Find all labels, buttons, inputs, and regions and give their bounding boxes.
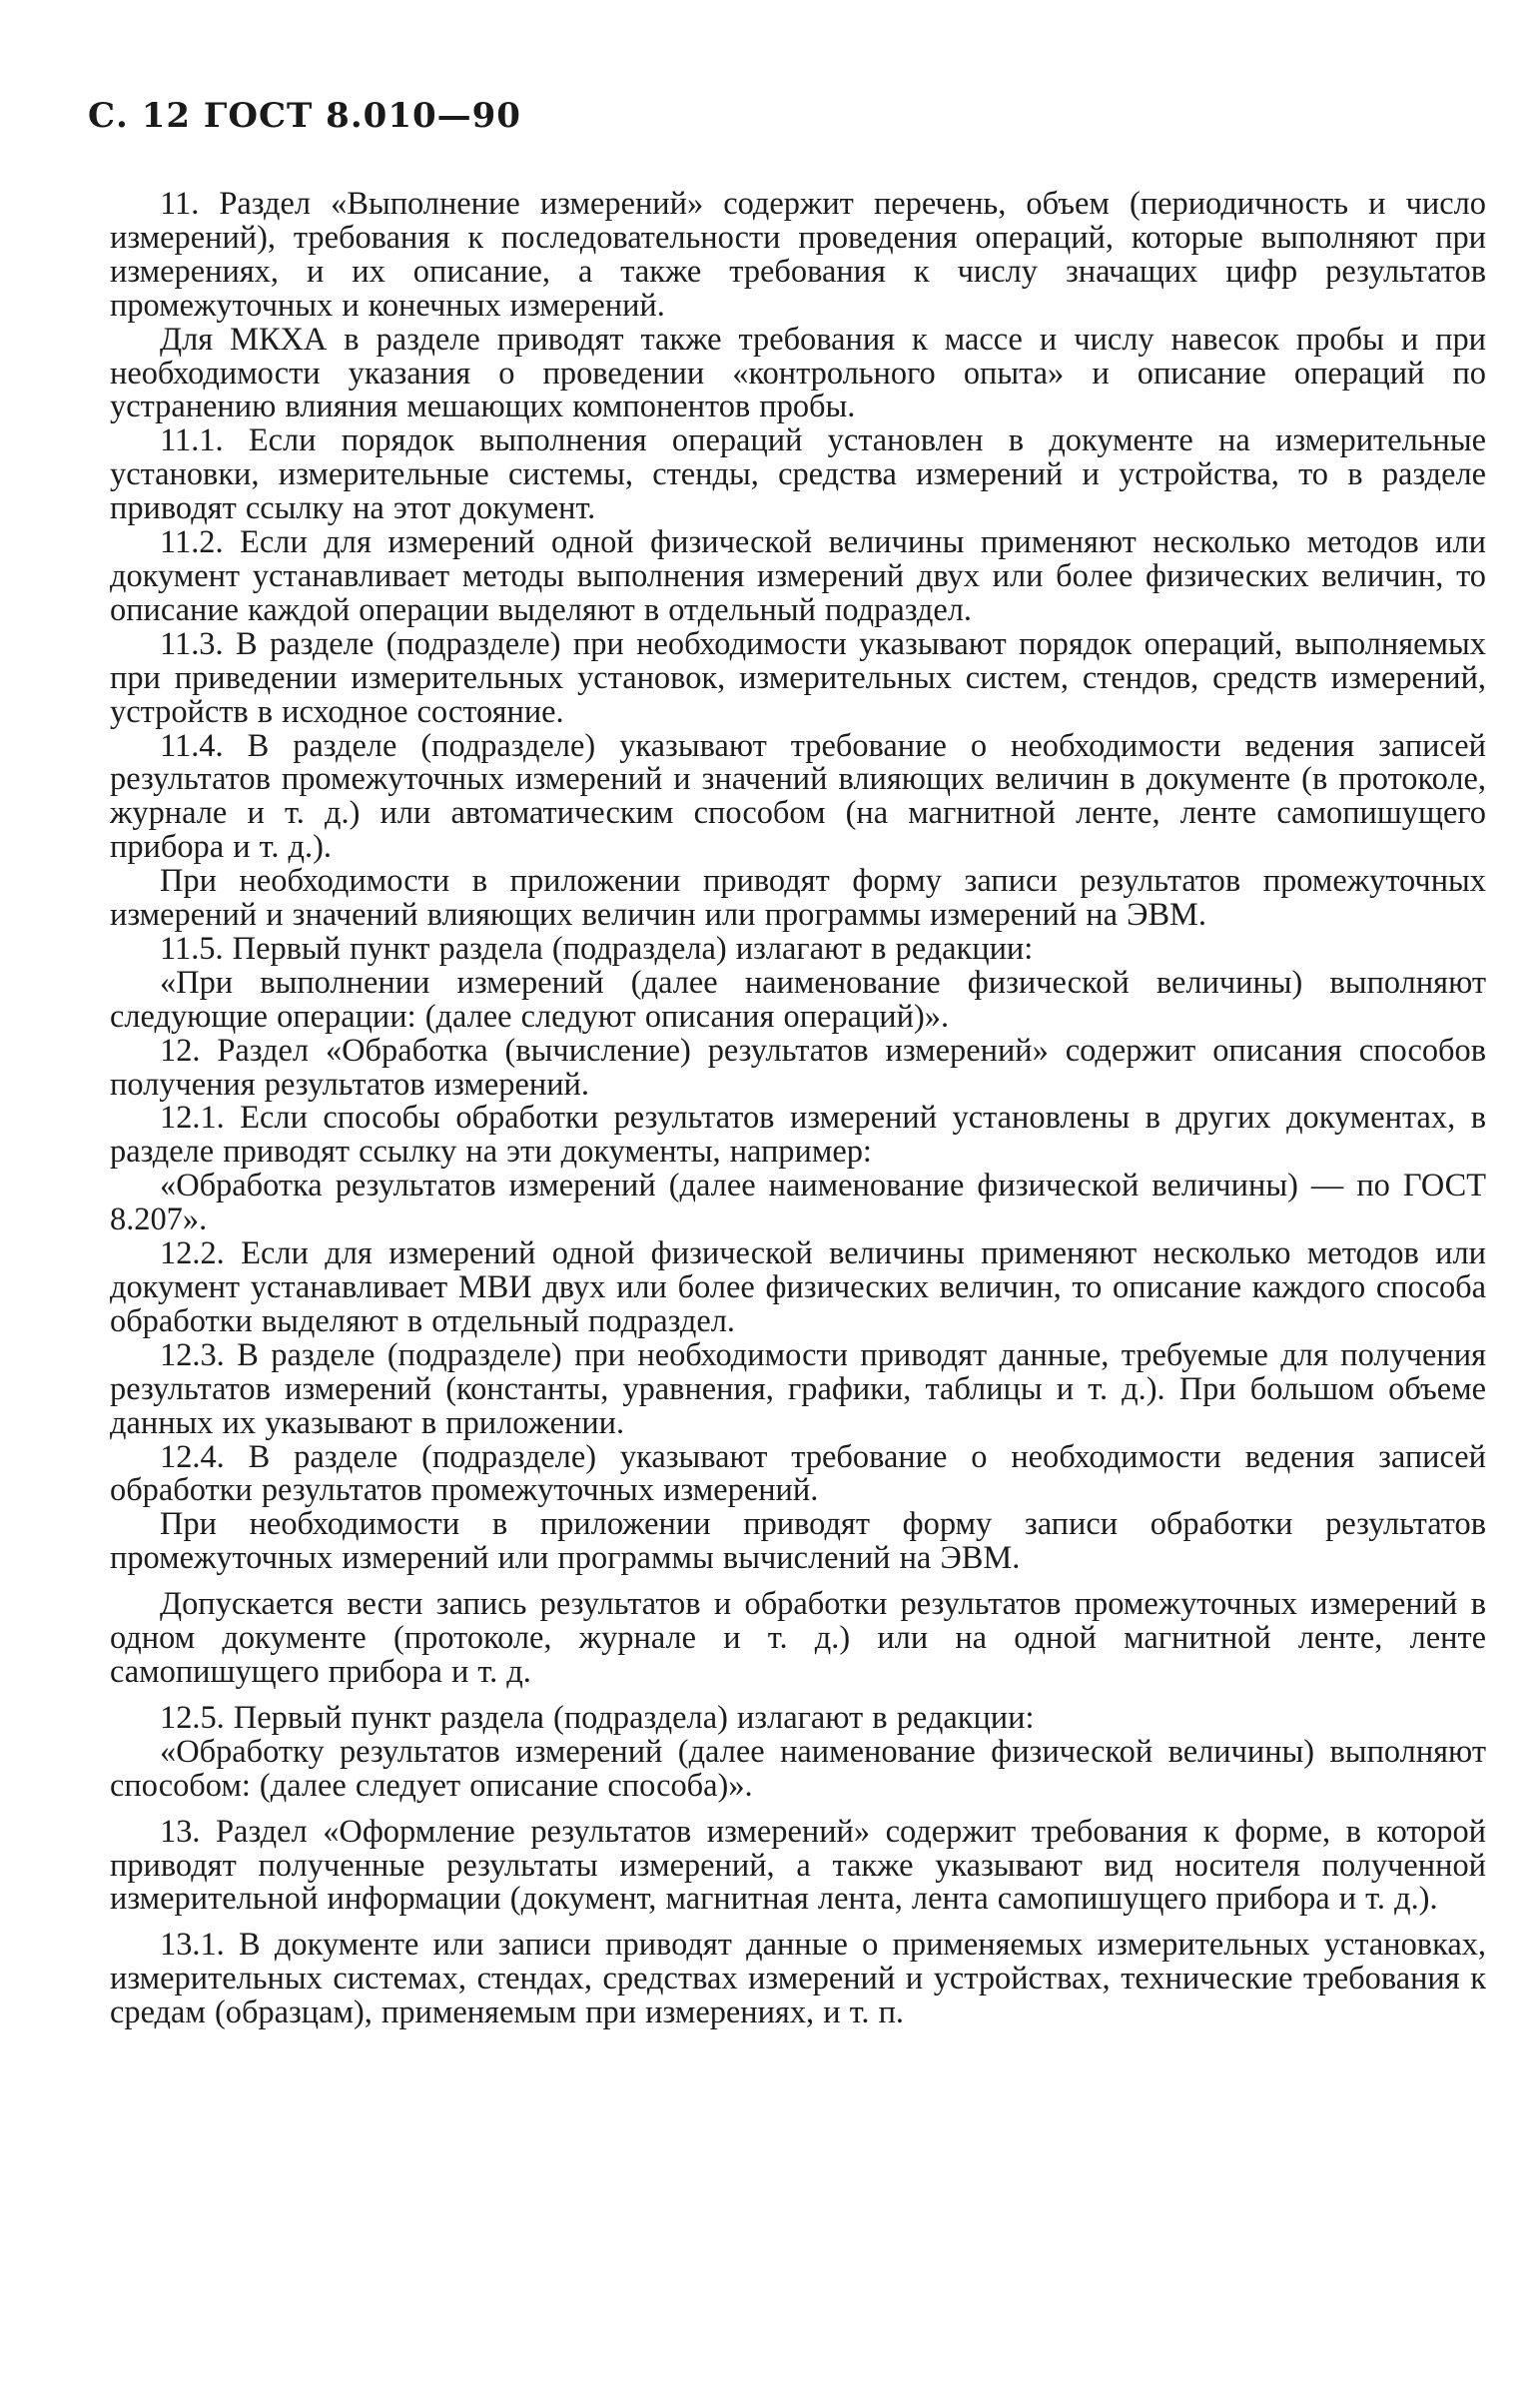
paragraph-11-5-quote: «При выполнении измерений (далее наименование физической величины) выполняют следующие операции: (далее следуют описания операций)». (110, 964, 1486, 1035)
paragraph-11: 11. Раздел «Выполнение измерений» содержит перечень, объем (периодичность и число измерений), требования к последовательности проведения операций, которые выполняют при измерениях, и их описание, а также требования к числу значащих цифр результатов промежуточных и конечных измерений. (110, 186, 1486, 324)
paragraph-11-2: 11.2. Если для измерений одной физической величины применяют несколько методов или документ устанавливает методы выполнения измерений двух или более физических величин, то описание каждой операции выделяют в отдельный подраздел. (110, 524, 1486, 628)
paragraph-12-3: 12.3. В разделе (подразделе) при необходимости приводят данные, требуемые для получения результатов измерений (константы, уравнения, графики, таблицы и т. д.). При большом объеме данных их указывают в приложении. (110, 1336, 1486, 1441)
paragraph-11-4: 11.4. В разделе (подразделе) указывают требование о необходимости ведения записей результатов промежуточных измерений и значений влияющих величин в документе (в протоколе, журнале и т. д.) или автоматическим способом (на магнитной ленте, ленте самопишущего прибора и т. д.). (110, 727, 1486, 866)
paragraph-12-2: 12.2. Если для измерений одной физической величины применяют несколько методов или документ устанавливает МВИ двух или более физических величин, то описание каждого способа обработки выделяют в отдельный подраздел. (110, 1235, 1486, 1339)
paragraph-12-5: 12.5. Первый пункт раздела (подраздела) излагают в редакции: (160, 1699, 1035, 1736)
paragraph-11-1: 11.1. Если порядок выполнения операций установлен в документе на измерительные установки, измерительные системы, стенды, средства измерений и устройства, то в разделе приводят ссылку на этот документ. (110, 422, 1486, 527)
paragraph-12-1: 12.1. Если способы обработки результатов измерений установлены в других документах, в разделе приводят ссылку на эти документы, например: (110, 1100, 1486, 1171)
document-body (110, 188, 1486, 2030)
paragraph-11-4-appendix: При необходимости в приложении приводят форму записи результатов промежуточных измерений и значений влияющих величин или программы измерений на ЭВМ. (110, 863, 1486, 934)
page-header: С. 12 ГОСТ 8.010—90 (88, 96, 521, 136)
paragraph-12-5-quote: «Обработку результатов измерений (далее наименование физической величины) выполняют способом: (далее следует описание способа)». (110, 1733, 1486, 1804)
paragraph-11-mkha: Для МКХА в разделе приводят также требования к массе и числу навесок пробы и при необходимости указания о проведении «контрольного опыта» и описание операций по устранению влияния мешающих компонентов пробы. (110, 321, 1486, 425)
paragraph-12-4: 12.4. В разделе (подразделе) указывают требование о необходимости ведения записей обработки результатов промежуточных измерений. (110, 1438, 1486, 1509)
paragraph-13: 13. Раздел «Оформление результатов измерений» содержит требования к форме, в которой приводят полученные результаты измерений, а также указывают вид носителя полученной измерительной информации (документ, магнитная лента, лента самопишущего прибора и т. д.). (110, 1813, 1486, 1918)
paragraph-12-1-quote: «Обработка результатов измерений (далее наименование физической величины) — по ГОСТ 8.207». (110, 1168, 1486, 1238)
paragraph-11-3: 11.3. В разделе (подразделе) при необходимости указывают порядок операций, выполняемых при приведении измерительных установок, измерительных систем, стендов, средств измерений, устройств в исходное состояние. (110, 625, 1486, 730)
paragraph-13-1: 13.1. В документе или записи приводят данные о применяемых измерительных установках, измерительных системах, стендах, средствах измерений и устройствах, технические требования к средам (образцам), применяемым при измерениях, и т. п. (110, 1927, 1486, 2031)
paragraph-11-5: 11.5. Первый пункт раздела (подраздела) излагают в редакции: (160, 930, 1034, 967)
paragraph-12-4-appendix: При необходимости в приложении приводят форму записи обработки результатов промежуточных измерений или программы вычислений на ЭВМ. (110, 1506, 1486, 1577)
paragraph-12: 12. Раздел «Обработка (вычисление) результатов измерений» содержит описания способов получения результатов измерений. (110, 1032, 1486, 1103)
paragraph-12-4-allowed: Допускается вести запись результатов и обработки результатов промежуточных измерений в одном документе (протоколе, журнале и т. д.) или на одной магнитной ленте, ленте самопишущего прибора и т. д. (110, 1586, 1486, 1690)
